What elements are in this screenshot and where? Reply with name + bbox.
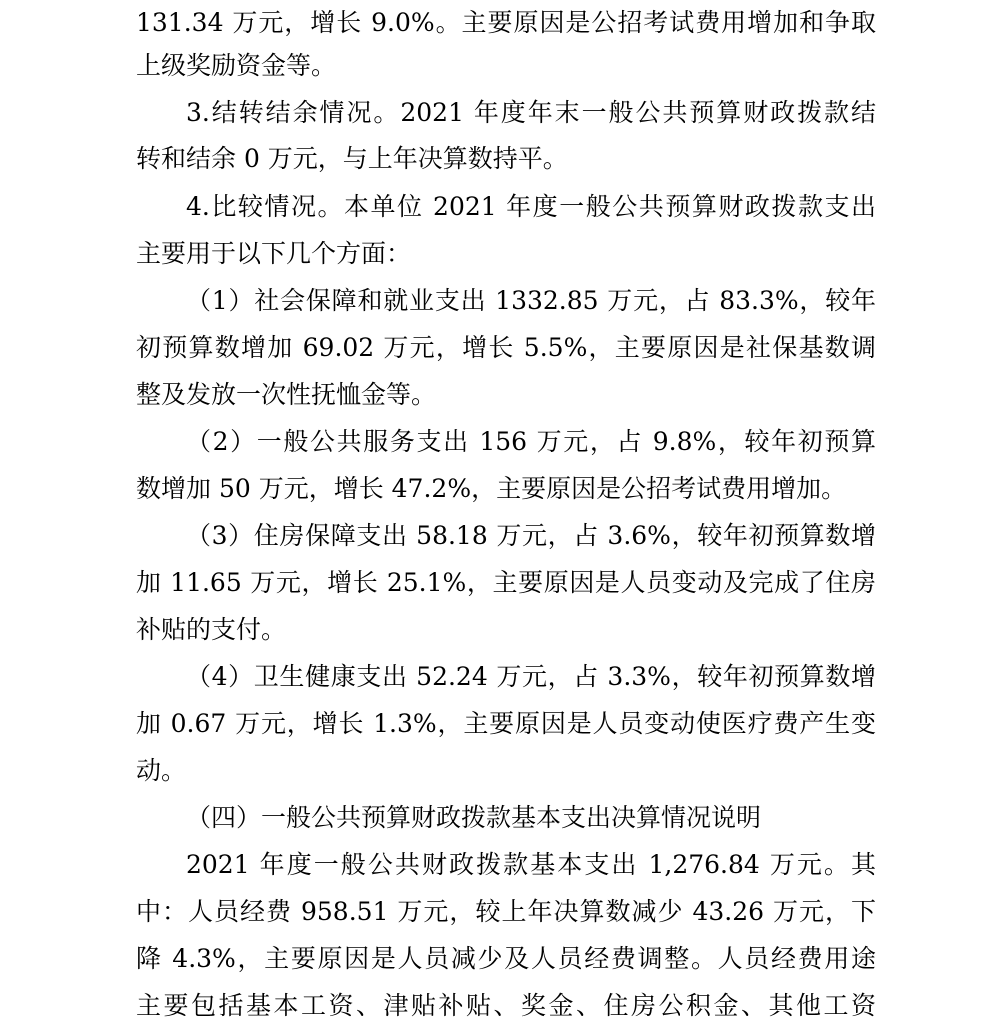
text-line: 中：人员经费 958.51 万元，较上年决算数减少 43.26 万元，下 <box>136 897 876 926</box>
text-line: 补贴的支付。 <box>136 615 287 644</box>
text-line: 初预算数增加 69.02 万元，增长 5.5%，主要原因是社保基数调 <box>136 333 876 362</box>
text-line: 数增加 50 万元，增长 47.2%，主要原因是公招考试费用增加。 <box>136 474 847 503</box>
text-line: 动。 <box>136 756 187 785</box>
text-line: （3）住房保障支出 58.18 万元，占 3.6%，较年初预算数增 <box>186 521 876 550</box>
text-line: 3.结转结余情况。2021 年度年末一般公共预算财政拨款结 <box>186 98 876 127</box>
text-line: 4.比较情况。本单位 2021 年度一般公共预算财政拨款支出 <box>186 192 876 221</box>
text-line: 主要包括基本工资、津贴补贴、奖金、住房公积金、其他工资 <box>136 991 876 1020</box>
text-line: 转和结余 0 万元，与上年决算数持平。 <box>136 144 568 173</box>
text-line: （1）社会保障和就业支出 1332.85 万元，占 83.3%，较年 <box>186 286 876 315</box>
text-line: 2021 年度一般公共财政拨款基本支出 1,276.84 万元。其 <box>186 850 876 879</box>
text-line: （2）一般公共服务支出 156 万元，占 9.8%，较年初预算 <box>186 427 876 456</box>
text-line: 加 0.67 万元，增长 1.3%，主要原因是人员变动使医疗费产生变 <box>136 709 876 738</box>
text-line: 加 11.65 万元，增长 25.1%，主要原因是人员变动及完成了住房 <box>136 568 876 597</box>
text-line: 上级奖励资金等。 <box>136 51 337 80</box>
text-line: 主要用于以下几个方面： <box>136 239 412 268</box>
text-line: 整及发放一次性抚恤金等。 <box>136 380 437 409</box>
text-line: （4）卫生健康支出 52.24 万元，占 3.3%，较年初预算数增 <box>186 662 876 691</box>
text-line: 降 4.3%，主要原因是人员减少及人员经费调整。人员经费用途 <box>136 944 876 973</box>
section-heading: （四）一般公共预算财政拨款基本支出决算情况说明 <box>186 803 762 832</box>
text-line: 131.34 万元，增长 9.0%。主要原因是公招考试费用增加和争取 <box>136 8 876 37</box>
